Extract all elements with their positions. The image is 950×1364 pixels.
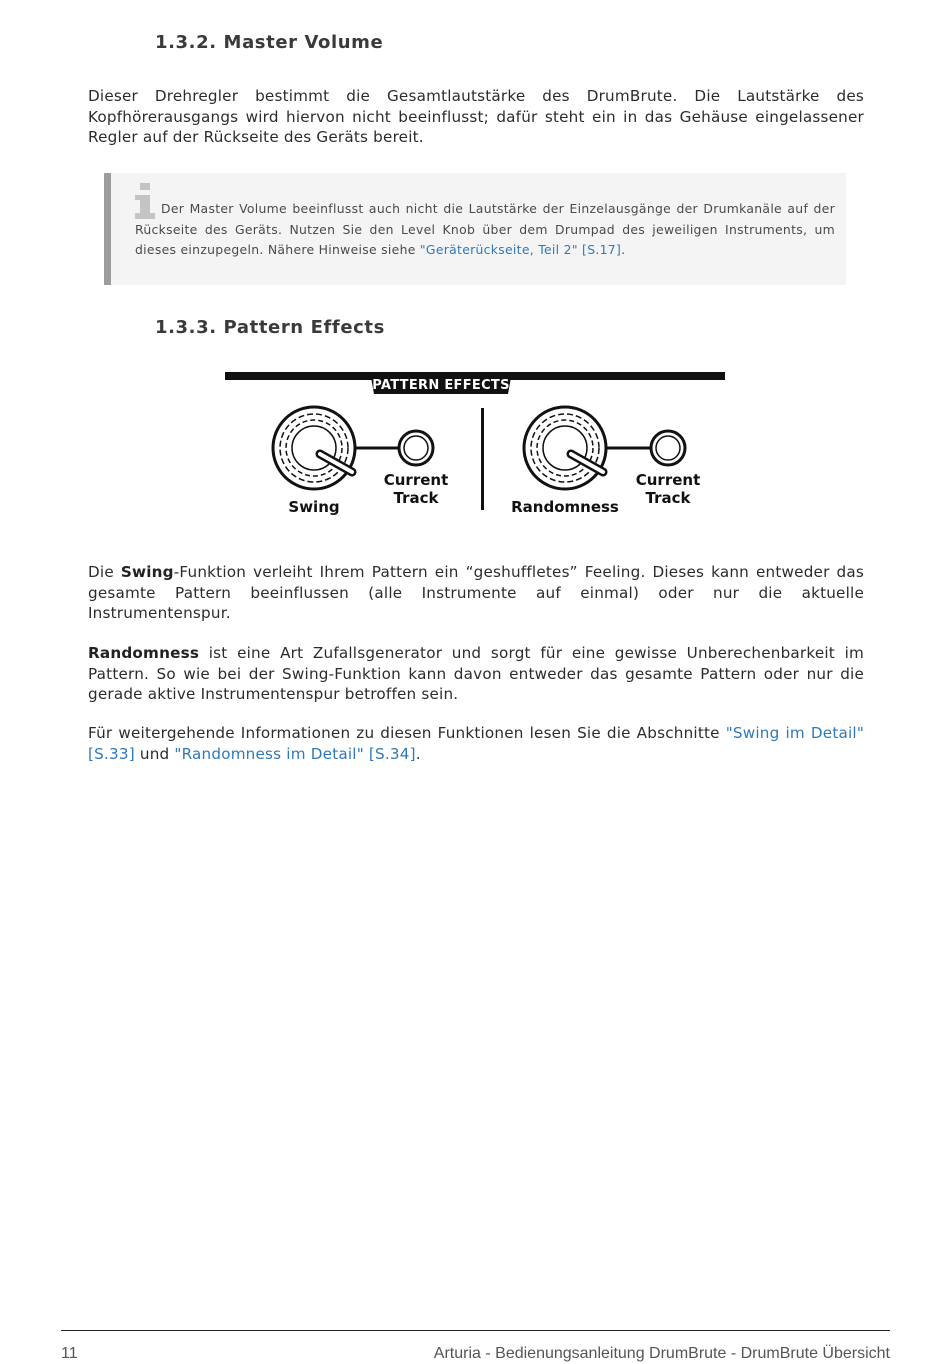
- swing-knob: [273, 407, 355, 489]
- p1-pre: Die: [88, 563, 121, 581]
- link-randomness-im-detail[interactable]: "Randomness im Detail" [S.34]: [174, 744, 416, 763]
- link-swing-im-detail[interactable]: "Swing im Detail" [S.33]: [88, 724, 865, 763]
- current-track-label-2b: Track: [645, 489, 691, 507]
- randomness-paragraph: [88, 643, 864, 705]
- p3-pre: Für weitergehende Informationen zu diesen Funktionen lesen Sie die Abschnitte: [88, 724, 726, 742]
- master-volume-paragraph: Dieser Drehregler bestimmt die Gesamtlautstärke des DrumBrute. Die Lautstärke des Kopfhörerausgangs wird hiervon nicht beeinflusst; dafür steht ein in das Gehäuse eingelassener Regler auf der Rückseite des Geräts bereit.: [88, 87, 864, 147]
- note-end: .: [621, 242, 626, 257]
- section-heading-pattern-effects: 1.3.3. Pattern Effects: [155, 317, 385, 338]
- banner-label: PATTERN EFFECTS: [372, 378, 510, 393]
- p3-mid: und: [134, 744, 175, 763]
- footer-divider: [61, 1330, 890, 1331]
- current-track-label-1a: Current: [383, 471, 449, 489]
- section-heading-master-volume: 1.3.2. Master Volume: [155, 32, 384, 53]
- footer-title: Arturia - Bedienungsanleitung DrumBrute - DrumBrute Übersicht: [433, 1345, 890, 1362]
- p2-post: ist eine Art Zufallsgenerator und sorgt für eine gewisse Unberechenbarkeit im Pattern. So wie bei der Swing-Funktion kann davon entweder das gesamte Pattern oder nur die gerade aktive Instrumentenspur betroffen sein.: [88, 644, 864, 704]
- p1-bold-swing: Swing: [120, 563, 174, 581]
- note-body: Der Master Volume beeinflusst auch nicht die Lautstärke der Einzelausgänge der Drumkanäle auf der Rückseite des Geräts. Nutzen Sie den Level Knob über dem Drumpad des jeweiligen Instruments, um dieses einzupegeln. Nähere Hinweise siehe: [135, 201, 835, 257]
- p2-bold-randomness: Randomness: [88, 644, 200, 662]
- further-info-paragraph: [88, 723, 864, 764]
- current-track-label-1b: Track: [393, 489, 439, 507]
- page-number: 11: [61, 1345, 78, 1362]
- swing-paragraph: [88, 562, 864, 624]
- pattern-effects-panel-illustration: [222, 366, 728, 522]
- swing-current-track-button: [399, 431, 433, 465]
- swing-label: Swing: [288, 498, 340, 516]
- info-note-box: [104, 173, 846, 285]
- randomness-current-track-button: [651, 431, 685, 465]
- note-link-geraeterueckseite[interactable]: "Geräterückseite, Teil 2" [S.17]: [419, 242, 622, 257]
- p3-end: .: [415, 744, 421, 763]
- randomness-label: Randomness: [511, 498, 619, 516]
- info-note-text: [135, 199, 835, 261]
- randomness-knob: [524, 407, 606, 489]
- current-track-label-2a: Current: [635, 471, 701, 489]
- p1-post: -Funktion verleiht Ihrem Pattern ein “geshuffletes” Feeling. Dieses kann entweder das gesamte Pattern beeinflussen (alle Instrumente auf einmal) oder nur die aktuelle Instrumentenspur.: [88, 563, 864, 623]
